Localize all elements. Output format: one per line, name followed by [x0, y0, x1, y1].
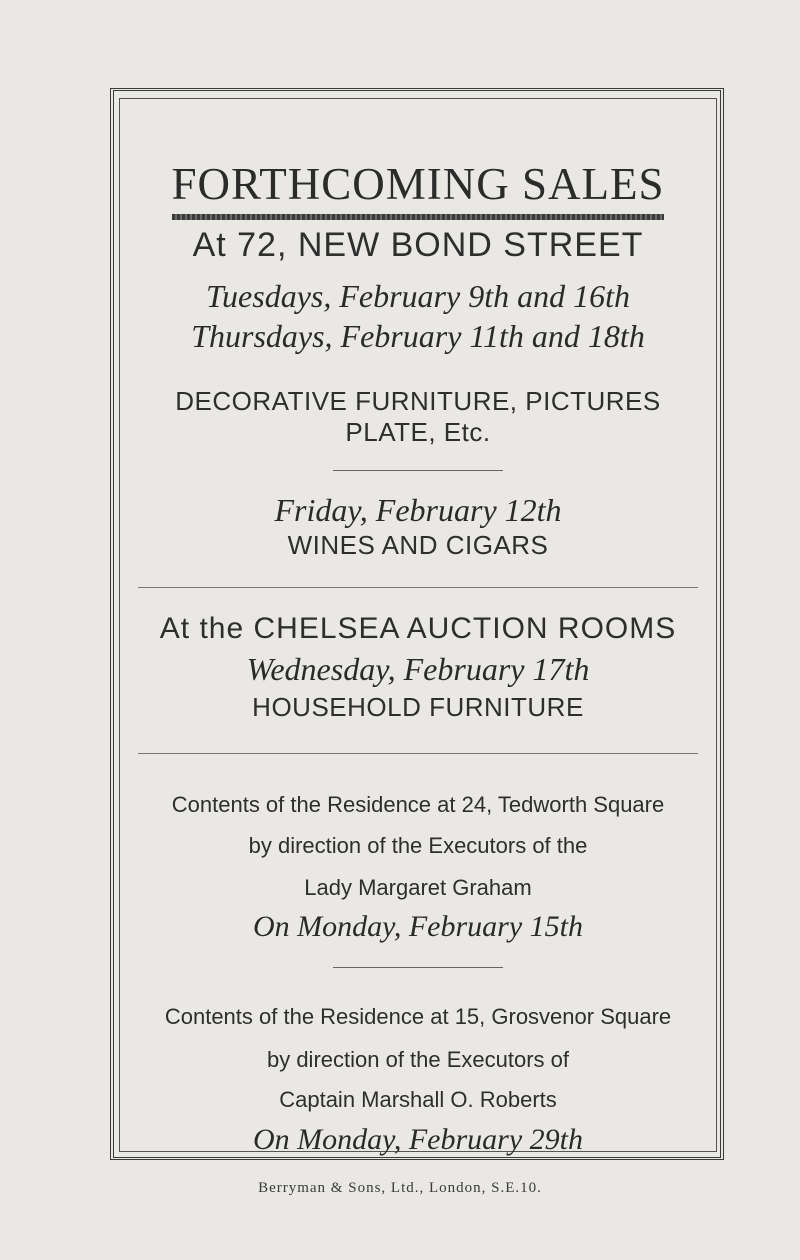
- new-bond-items-1: DECORATIVE FURNITURE, PICTURES: [175, 385, 661, 416]
- divider-long-2: [138, 753, 698, 754]
- tedworth-line-3: Lady Margaret Graham: [304, 875, 532, 901]
- new-bond-venue: At 72, NEW BOND STREET: [192, 226, 644, 264]
- new-bond-items-2: PLATE, Etc.: [345, 416, 491, 447]
- grosvenor-line-2: by direction of the Executors of: [266, 1046, 570, 1072]
- grosvenor-line-3: Captain Marshall O. Roberts: [279, 1087, 557, 1113]
- chelsea-items: HOUSEHOLD FURNITURE: [252, 692, 584, 723]
- chelsea-venue: At the CHELSEA AUCTION ROOMS: [159, 611, 677, 645]
- tedworth-line-1: Contents of the Residence at 24, Tedworth Square: [171, 792, 665, 818]
- printer-credit: Berryman & Sons, Ltd., London, S.E.10.: [258, 1180, 542, 1196]
- friday-date: Friday, February 12th: [274, 492, 562, 529]
- grosvenor-line-1: Contents of the Residence at 15, Grosvenor Square: [164, 1004, 672, 1030]
- grosvenor-date: On Monday, February 29th: [253, 1122, 583, 1156]
- chelsea-date: Wednesday, February 17th: [246, 650, 590, 687]
- divider-short-1: [333, 470, 503, 471]
- new-bond-dates-1: Tuesdays, February 9th and 16th: [206, 278, 630, 314]
- tedworth-line-2: by direction of the Executors of the: [248, 832, 588, 858]
- friday-items: WINES AND CIGARS: [287, 529, 549, 560]
- new-bond-dates-2: Thursdays, February 11th and 18th: [191, 318, 645, 355]
- divider-short-2: [333, 967, 503, 968]
- tedworth-date: On Monday, February 15th: [253, 910, 583, 944]
- title-rule: [172, 214, 664, 220]
- page-title: FORTHCOMING SALES: [171, 159, 665, 209]
- divider-long-1: [138, 587, 698, 588]
- page-content: [120, 100, 716, 1156]
